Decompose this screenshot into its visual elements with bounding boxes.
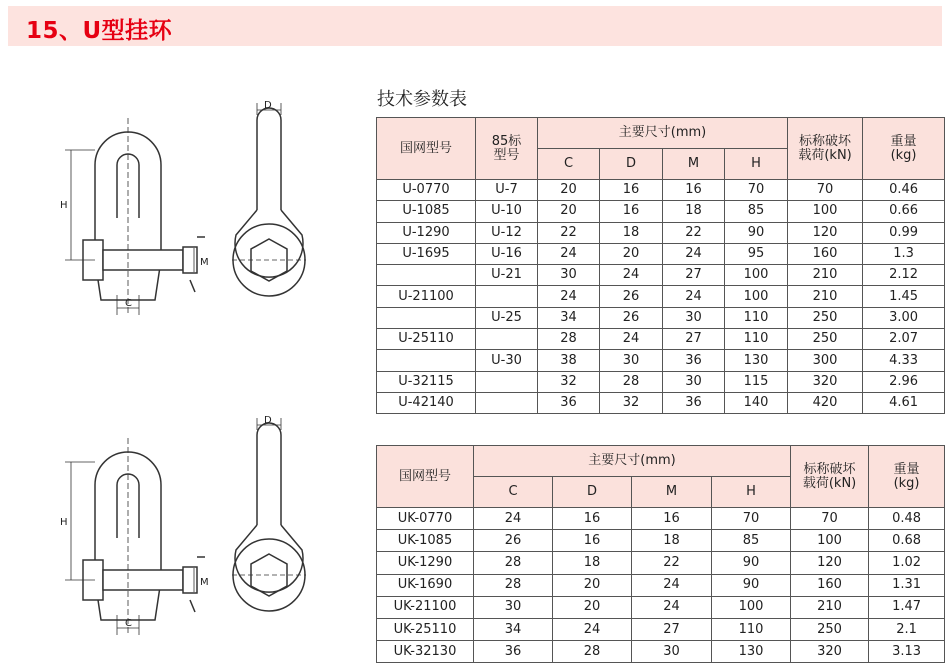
cell-c: 30 xyxy=(538,265,600,286)
header-m: M xyxy=(632,477,712,508)
cell-m: 27 xyxy=(663,265,725,286)
pin-dimension-m-2 xyxy=(190,565,220,595)
title-bar xyxy=(8,6,942,46)
cell-c: 28 xyxy=(474,574,553,596)
cell-h: 85 xyxy=(725,201,788,222)
cell-m: 16 xyxy=(632,508,712,530)
cell-model: U-21100 xyxy=(377,286,476,307)
cell-h: 110 xyxy=(725,307,788,328)
cell-model xyxy=(377,307,476,328)
cell-model85: U-30 xyxy=(476,350,538,371)
cell-load: 300 xyxy=(788,350,863,371)
table-row xyxy=(377,180,945,201)
table-row xyxy=(377,222,945,243)
cell-d: 28 xyxy=(600,371,663,392)
header-c: C xyxy=(538,149,600,180)
table-row xyxy=(377,350,945,371)
header-c: C xyxy=(474,477,553,508)
cell-model85: U-16 xyxy=(476,243,538,264)
header-d: D xyxy=(553,477,632,508)
cell-weight: 1.31 xyxy=(869,574,945,596)
table-header-row xyxy=(377,446,945,477)
cell-d: 20 xyxy=(553,574,632,596)
cell-load: 70 xyxy=(791,508,869,530)
cell-load: 210 xyxy=(791,596,869,618)
cell-m: 36 xyxy=(663,392,725,413)
cell-c: 20 xyxy=(538,180,600,201)
dimension-label-c-2: C xyxy=(125,618,132,629)
shackle-side-view-2 xyxy=(222,415,322,620)
cell-weight: 0.68 xyxy=(869,530,945,552)
cell-load: 100 xyxy=(791,530,869,552)
table-row xyxy=(377,286,945,307)
cell-model: U-1290 xyxy=(377,222,476,243)
table-row xyxy=(377,307,945,328)
cell-c: 28 xyxy=(538,329,600,350)
cell-d: 28 xyxy=(553,641,632,663)
header-m: M xyxy=(663,149,725,180)
cell-model: U-42140 xyxy=(377,392,476,413)
table-row xyxy=(377,596,945,618)
cell-m: 18 xyxy=(632,530,712,552)
cell-h: 115 xyxy=(725,371,788,392)
cell-m: 22 xyxy=(663,222,725,243)
dimension-label-m-2: M xyxy=(200,577,209,588)
cell-c: 22 xyxy=(538,222,600,243)
shackle-front-view-2 xyxy=(55,430,230,640)
dimension-label-c: C xyxy=(125,298,132,309)
cell-c: 36 xyxy=(538,392,600,413)
cell-load: 250 xyxy=(788,329,863,350)
cell-load: 100 xyxy=(788,201,863,222)
header-h: H xyxy=(725,149,788,180)
header-model85: 85标 型号 xyxy=(476,118,538,180)
cell-m: 24 xyxy=(632,596,712,618)
pin-dimension-m-1 xyxy=(190,245,220,275)
table-row xyxy=(377,641,945,663)
cell-h: 100 xyxy=(725,286,788,307)
cell-load: 160 xyxy=(788,243,863,264)
cell-weight: 3.00 xyxy=(863,307,945,328)
cell-model85 xyxy=(476,329,538,350)
cell-h: 110 xyxy=(712,618,791,640)
cell-model: UK-1690 xyxy=(377,574,474,596)
cell-m: 16 xyxy=(663,180,725,201)
dimension-label-h-2: H xyxy=(60,517,68,528)
cell-weight: 4.33 xyxy=(863,350,945,371)
cell-d: 30 xyxy=(600,350,663,371)
cell-c: 24 xyxy=(538,286,600,307)
cell-model: UK-1290 xyxy=(377,552,474,574)
cell-m: 27 xyxy=(632,618,712,640)
header-d: D xyxy=(600,149,663,180)
cell-weight: 3.13 xyxy=(869,641,945,663)
table-row xyxy=(377,329,945,350)
cell-model xyxy=(377,265,476,286)
table-row xyxy=(377,201,945,222)
cell-weight: 1.02 xyxy=(869,552,945,574)
cell-model85 xyxy=(476,371,538,392)
cell-model85: U-10 xyxy=(476,201,538,222)
dimension-label-d-2: D xyxy=(264,415,272,426)
table-header-row xyxy=(377,118,945,149)
cell-h: 100 xyxy=(725,265,788,286)
cell-d: 16 xyxy=(600,180,663,201)
cell-weight: 1.45 xyxy=(863,286,945,307)
header-weight: 重量 (kg) xyxy=(869,446,945,508)
cell-m: 30 xyxy=(663,371,725,392)
cell-load: 70 xyxy=(788,180,863,201)
shackle-side-view-1 xyxy=(222,100,322,305)
cell-d: 26 xyxy=(600,286,663,307)
cell-m: 30 xyxy=(663,307,725,328)
cell-load: 250 xyxy=(788,307,863,328)
table-row xyxy=(377,574,945,596)
cell-weight: 1.47 xyxy=(869,596,945,618)
header-main-dims: 主要尺寸(mm) xyxy=(474,446,791,477)
cell-c: 34 xyxy=(538,307,600,328)
cell-h: 85 xyxy=(712,530,791,552)
header-main-dims: 主要尺寸(mm) xyxy=(538,118,788,149)
cell-d: 26 xyxy=(600,307,663,328)
section-title: 技术参数表 xyxy=(377,89,467,110)
cell-h: 130 xyxy=(712,641,791,663)
cell-h: 90 xyxy=(712,574,791,596)
cell-c: 26 xyxy=(474,530,553,552)
cell-weight: 0.46 xyxy=(863,180,945,201)
dimension-label-d: D xyxy=(264,100,272,111)
cell-c: 34 xyxy=(474,618,553,640)
cell-load: 210 xyxy=(788,265,863,286)
header-h: H xyxy=(712,477,791,508)
cell-d: 20 xyxy=(600,243,663,264)
cell-h: 100 xyxy=(712,596,791,618)
cell-weight: 0.66 xyxy=(863,201,945,222)
cell-model: U-0770 xyxy=(377,180,476,201)
cell-model xyxy=(377,350,476,371)
cell-weight: 4.61 xyxy=(863,392,945,413)
cell-weight: 0.99 xyxy=(863,222,945,243)
cell-load: 210 xyxy=(788,286,863,307)
cell-c: 24 xyxy=(474,508,553,530)
cell-model: UK-1085 xyxy=(377,530,474,552)
table-row xyxy=(377,265,945,286)
cell-model: UK-0770 xyxy=(377,508,474,530)
cell-h: 90 xyxy=(725,222,788,243)
cell-d: 16 xyxy=(553,530,632,552)
cell-model: U-1085 xyxy=(377,201,476,222)
spec-table-u xyxy=(376,117,945,414)
cell-h: 70 xyxy=(712,508,791,530)
cell-m: 24 xyxy=(663,243,725,264)
cell-d: 24 xyxy=(553,618,632,640)
cell-d: 18 xyxy=(553,552,632,574)
cell-c: 20 xyxy=(538,201,600,222)
cell-c: 36 xyxy=(474,641,553,663)
header-load: 标称破坏 载荷(kN) xyxy=(788,118,863,180)
cell-d: 32 xyxy=(600,392,663,413)
table-row xyxy=(377,552,945,574)
cell-m: 30 xyxy=(632,641,712,663)
cell-model85: U-21 xyxy=(476,265,538,286)
cell-load: 120 xyxy=(791,552,869,574)
cell-d: 24 xyxy=(600,265,663,286)
spec-table-uk xyxy=(376,445,945,663)
cell-d: 16 xyxy=(600,201,663,222)
cell-model: UK-32130 xyxy=(377,641,474,663)
cell-d: 18 xyxy=(600,222,663,243)
cell-m: 18 xyxy=(663,201,725,222)
cell-m: 24 xyxy=(663,286,725,307)
cell-load: 420 xyxy=(788,392,863,413)
cell-weight: 2.12 xyxy=(863,265,945,286)
cell-weight: 2.1 xyxy=(869,618,945,640)
cell-model: U-1695 xyxy=(377,243,476,264)
cell-model: UK-25110 xyxy=(377,618,474,640)
cell-c: 28 xyxy=(474,552,553,574)
cell-model85: U-25 xyxy=(476,307,538,328)
cell-load: 250 xyxy=(791,618,869,640)
dimension-label-h: H xyxy=(60,200,68,211)
table-row xyxy=(377,392,945,413)
cell-c: 38 xyxy=(538,350,600,371)
cell-model: U-25110 xyxy=(377,329,476,350)
shackle-front-view-1 xyxy=(55,110,230,320)
cell-weight: 2.07 xyxy=(863,329,945,350)
cell-m: 24 xyxy=(632,574,712,596)
cell-h: 90 xyxy=(712,552,791,574)
cell-weight: 1.3 xyxy=(863,243,945,264)
cell-model85: U-12 xyxy=(476,222,538,243)
cell-model85 xyxy=(476,392,538,413)
table-row xyxy=(377,618,945,640)
cell-model: UK-21100 xyxy=(377,596,474,618)
header-model: 国网型号 xyxy=(377,446,474,508)
cell-model85: U-7 xyxy=(476,180,538,201)
cell-h: 130 xyxy=(725,350,788,371)
dimension-label-m: M xyxy=(200,257,209,268)
cell-load: 320 xyxy=(791,641,869,663)
header-model: 国网型号 xyxy=(377,118,476,180)
cell-h: 110 xyxy=(725,329,788,350)
cell-load: 320 xyxy=(788,371,863,392)
cell-load: 120 xyxy=(788,222,863,243)
cell-h: 140 xyxy=(725,392,788,413)
table-row xyxy=(377,371,945,392)
cell-c: 30 xyxy=(474,596,553,618)
cell-c: 32 xyxy=(538,371,600,392)
cell-model85 xyxy=(476,286,538,307)
cell-h: 95 xyxy=(725,243,788,264)
cell-m: 36 xyxy=(663,350,725,371)
spec-table-u-body xyxy=(377,118,945,414)
cell-h: 70 xyxy=(725,180,788,201)
table-row xyxy=(377,530,945,552)
cell-load: 160 xyxy=(791,574,869,596)
cell-m: 27 xyxy=(663,329,725,350)
cell-d: 16 xyxy=(553,508,632,530)
spec-table-uk-body xyxy=(377,446,945,663)
cell-weight: 2.96 xyxy=(863,371,945,392)
page-title: 15、U型挂环 xyxy=(26,18,173,44)
header-weight: 重量 (kg) xyxy=(863,118,945,180)
cell-m: 22 xyxy=(632,552,712,574)
table-row xyxy=(377,508,945,530)
cell-weight: 0.48 xyxy=(869,508,945,530)
header-load: 标称破坏 载荷(kN) xyxy=(791,446,869,508)
cell-d: 20 xyxy=(553,596,632,618)
cell-c: 24 xyxy=(538,243,600,264)
table-row xyxy=(377,243,945,264)
cell-model: U-32115 xyxy=(377,371,476,392)
cell-d: 24 xyxy=(600,329,663,350)
